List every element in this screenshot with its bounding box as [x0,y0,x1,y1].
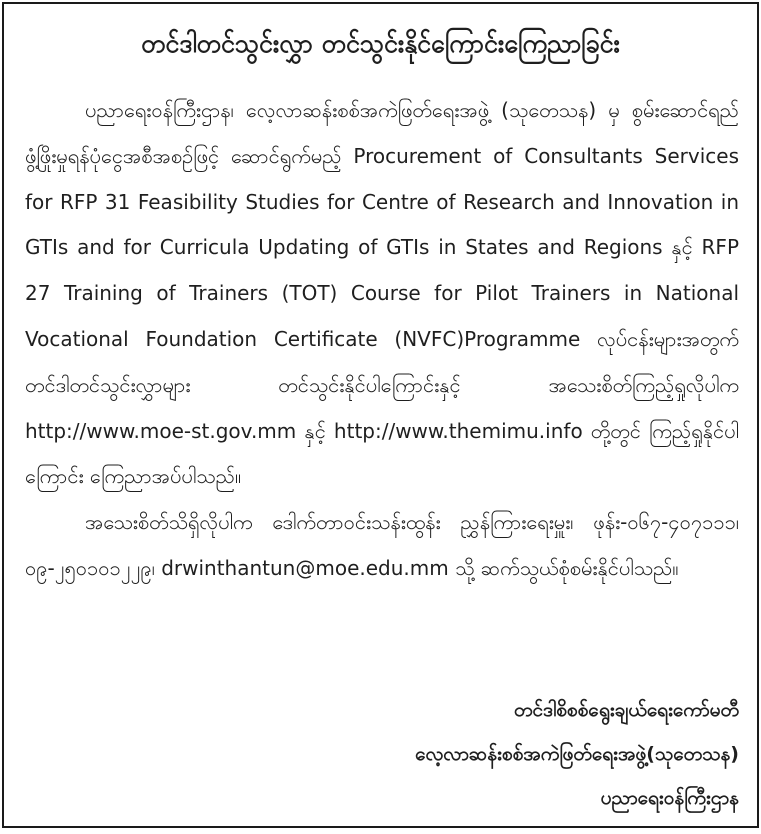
paragraph-contact: အသေးစိတ်သိရှိလိုပါက ဒေါက်တာဝင်းသန်းထွန်း ညွှန်ကြားရေးမှူး၊ ဖုန်း-၀၆၇-၄၀၇၁၁၁၊ ၀၉-၂၅၀၁၀၁၂၂၉၊ drwinthantun@moe.edu.mm သို့ ဆက်သွယ်စုံစမ်းနိုင်ပါသည်။ [25,510,739,580]
paragraph-tender-details: ပညာရေးဝန်ကြီးဌာန၊ လေ့လာဆန်းစစ်အကဲဖြတ်ရေးအဖွဲ့ (သုတေသန) မှ စွမ်းဆောင်ရည်ဖွံ့ဖြိုးမှုရန်ပုံငွေအစီအစဉ်ဖြင့် ဆောင်ရွက်မည့် Procurement of Consultants Services for RFP 31 Feasibility Studies for Centre of Research and Innovation in GTIs and for Curricula Updating of GTIs in States and Regions နှင့် RFP 27 Training of Trainers (TOT) Course for Pilot Trainers in National Vocational Foundation Certificate (NVFC)Programme လုပ်ငန်းများအတွက် တင်ဒါတင်သွင်းလွှာများ တင်သွင်းနိုင်ပါကြောင်းနှင့် အသေးစိတ်ကြည့်ရှုလိုပါက http://www.moe-st.gov.mm နှင့် http://www.themimu.info တို့တွင် ကြည့်ရှုနိုင်ပါကြောင်း ကြေညာအပ်ပါသည်။ [25,98,739,489]
notice-title: တင်ဒါတင်သွင်းလွှာ တင်သွင်းနိုင်ကြောင်းကြေညာခြင်း [141,29,620,58]
signature-department: လေ့လာဆန်းစစ်အကဲဖြတ်ရေးအဖွဲ့(သုတေသန) [415,743,739,765]
signature-ministry: ပညာရေးဝန်ကြီးဌာန [600,787,739,809]
notice-body [25,88,739,592]
signature-block [415,688,739,820]
signature-committee: တင်ဒါစိစစ်ရွေးချယ်ရေးကော်မတီ [514,699,739,721]
tender-notice [2,2,759,828]
